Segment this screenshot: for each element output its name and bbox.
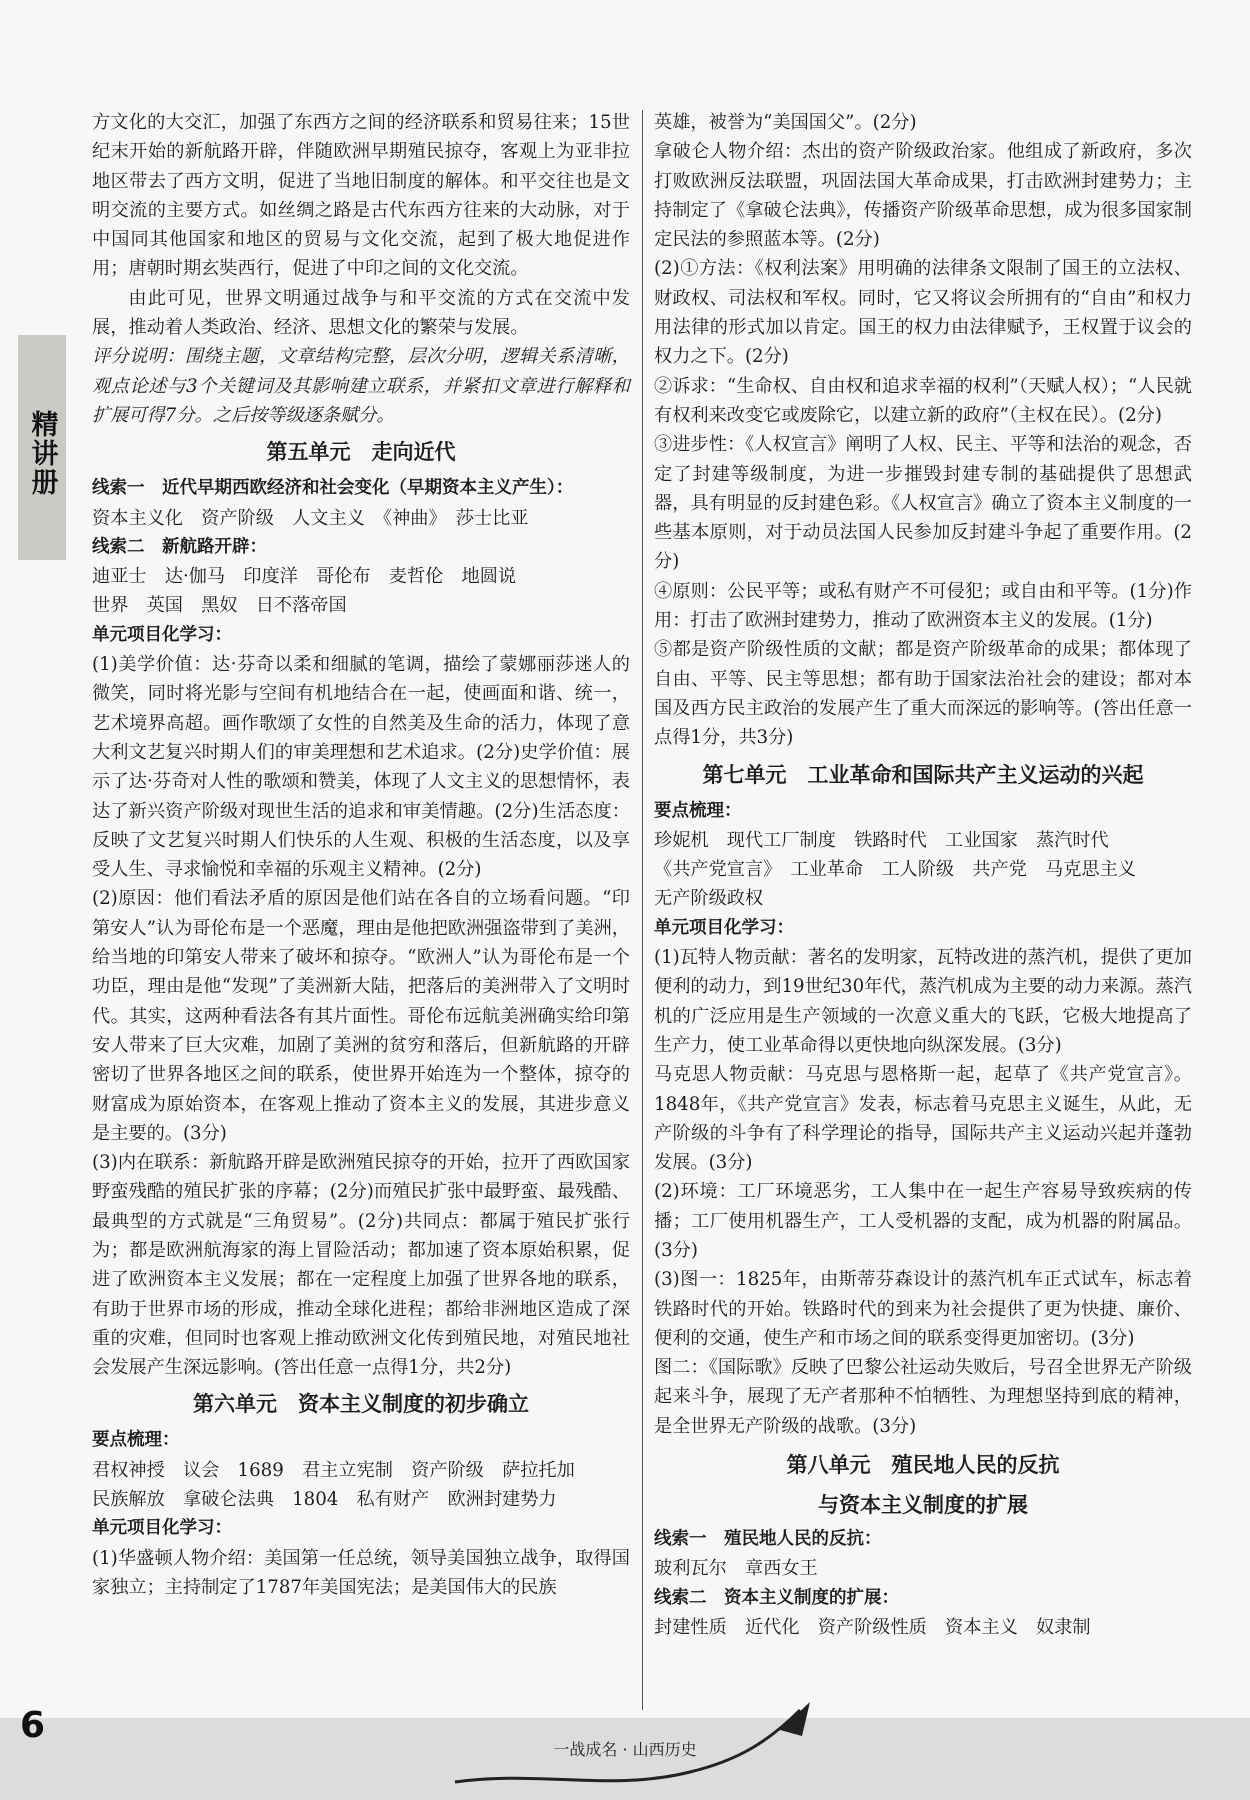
unit6-keywords: 君权神授 议会 1689 君主立宪制 资产阶级 萨拉托加 [92, 1459, 575, 1481]
unit8-subtitle: 与资本主义制度的扩展 [818, 1493, 1028, 1518]
unit5-clue2-keywords: 世界 英国 黑奴 日不落帝国 [92, 595, 347, 617]
unit6-answer-2-5: ⑤都是资产阶级性质的文献；都是资产阶级革命的成果；都体现了自由、平等、民主等思想；都有助于国家法治社会的建设；都对本国及西方民主政治的发展产生了重大而深远的影响等。(答出任意一点得1分，共3分) [654, 639, 1192, 749]
unit5-clue1-keywords: 资本主义化 资产阶级 人文主义 《神曲》 莎士比亚 [92, 507, 529, 529]
unit6-answer-1-cont: 英雄，被誉为“美国国父”。(2分) [654, 112, 917, 133]
unit6-answer-napoleon: 拿破仑人物介绍：杰出的资产阶级政治家。他组成了新政府，多次打败欧洲反法联盟，巩固法国大革命成果，打击欧洲封建势力；主持制定了《拿破仑法典》，传播资产阶级革命思想，成为很多国家制定民法的参照蓝本等。(2分) [654, 141, 1192, 251]
unit5-title: 第五单元 走向近代 [266, 440, 456, 465]
unit7-keywords: 珍妮机 现代工厂制度 铁路时代 工业国家 蒸汽时代 [654, 829, 1109, 851]
unit6-answer-2-4: ④原则：公民平等；或私有财产不可侵犯；或自由和平等。(1分)作用：打击了欧洲封建势力，推动了欧洲资本主义的发展。(1分) [654, 580, 1192, 632]
unit8-clue2-keywords: 封建性质 近代化 资产阶级性质 资本主义 奴隶制 [654, 1616, 1091, 1638]
column-divider [642, 110, 643, 1710]
unit5-clue2-keywords: 迪亚士 达·伽马 印度洋 哥伦布 麦哲伦 地圆说 [92, 566, 517, 588]
unit6-answer-2-2: ②诉求：“生命权、自由权和追求幸福的权利”（天赋人权）；“人民就有权利来改变它或废除它，以建立新的政府”（主权在民）。(2分) [654, 375, 1192, 426]
left-column [92, 108, 630, 1602]
unit7-project-heading: 单元项目化学习： [654, 917, 794, 938]
unit6-title: 第六单元 资本主义制度的初步确立 [193, 1392, 529, 1417]
unit6-key-heading: 要点梳理： [92, 1430, 180, 1451]
footer-title: 一战成名 · 山西历史 [553, 1740, 697, 1759]
sidebar-tab [18, 335, 66, 560]
unit5-answer-2: (2)原因：他们看法矛盾的原因是他们站在各自的立场看问题。“印第安人”认为哥伦布是一个恶魔，理由是他把欧洲强盗带到了美洲，给当地的印第安人带来了破坏和掠夺。“欧洲人”认为哥伦布是一个功臣，理由是他“发现”了美洲新大陆，把落后的美洲带入了文明时代。其实，这两种看法各有其片面性。哥伦布远航美洲确实给印第安人带来了巨大灾难，加剧了美洲的贫穷和落后，但新航路的开辟密切了世界各地区之间的联系，使世界开始连为一个整体，掠夺的财富成为原始资本，在客观上推动了资本主义的发展，其进步意义是主要的。(3分) [92, 888, 630, 1144]
unit7-answer-marx: 马克思人物贡献：马克思与恩格斯一起，起草了《共产党宣言》。1848年，《共产党宣言》发表，标志着马克思主义诞生，从此，无产阶级的斗争有了科学理论的指导，国际共产主义运动兴起并蓬勃发展。(3分) [654, 1064, 1192, 1174]
unit7-answer-3b: 图二：《国际歌》反映了巴黎公社运动失败后，号召全世界无产阶级起来斗争，展现了无产者那种不怕牺牲、为理想坚持到底的精神，是全世界无产阶级的战歌。(3分) [654, 1357, 1192, 1437]
unit8-clue1-keywords: 玻利瓦尔 章西女王 [654, 1558, 818, 1580]
unit7-keywords: 无产阶级政权 [654, 888, 764, 910]
essay-paragraph: 方文化的大交汇，加强了东西方之间的经济联系和贸易往来；15世纪末开始的新航路开辟，伴随欧洲早期殖民掠夺，客观上为亚非拉地区带去了西方文明，促进了当地旧制度的解体。和平交往也是文明交流的主要方式。如丝绸之路是古代东西方往来的大动脉，对于中国同其他国家和地区的贸易与文化交流，起到了极大地促进作用；唐朝时期玄奘西行，促进了中印之间的文化交流。 [92, 112, 630, 280]
unit5-clue1-heading: 线索一 近代早期西欧经济和社会变化（早期资本主义产生）： [92, 478, 574, 499]
unit5-clue2-heading: 线索二 新航路开辟： [92, 536, 267, 557]
unit7-key-heading: 要点梳理： [654, 800, 742, 821]
unit7-answer-1: (1)瓦特人物贡献：著名的发明家，瓦特改进的蒸汽机，提供了更加便利的动力，到19世纪30年代，蒸汽机成为主要的动力来源。蒸汽机的广泛应用是生产领域的一次意义重大的飞跃，它极大地提高了生产力，使工业革命得以更快地向纵深发展。(3分) [654, 947, 1192, 1056]
scoring-note: 评分说明：围绕主题，文章结构完整，层次分明，逻辑关系清晰，观点论述与3个关键词及其影响建立联系，并紧扣文章进行解释和扩展可得7分。之后按等级逐条赋分。 [92, 346, 630, 426]
unit8-clue2-heading: 线索二 资本主义制度的扩展： [654, 1587, 899, 1608]
page-number: 6 [20, 1705, 46, 1746]
essay-conclusion: 由此可见，世界文明通过战争与和平交流的方式在交流中发展，推动着人类政治、经济、思想文化的繁荣与发展。 [92, 287, 630, 339]
unit6-answer-1: (1)华盛顿人物介绍：美国第一任总统，领导美国独立战争，取得国家独立；主持制定了1787年美国宪法；是美国伟大的民族 [92, 1547, 630, 1598]
sidebar-label: 精讲册 [26, 410, 58, 497]
unit5-answer-1: (1)美学价值：达·芬奇以柔和细腻的笔调，描绘了蒙娜丽莎迷人的微笑，同时将光影与空间有机地结合在一起，使画面和谐、统一，艺术境界高超。画作歌颂了女性的自然美及生命的活力，体现了意大利文艺复兴时期人们的审美理想和艺术追求。(2分)史学价值：展示了达·芬奇对人性的歌颂和赞美，体现了人文主义的思想情怀，表达了新兴资产阶级对现世生活的追求和审美情趣。(2分)生活态度：反映了文艺复兴时期人们快乐的人生观、积极的生活态度，以及享受人生、寻求愉悦和幸福的乐观主义精神。(2分) [92, 654, 630, 881]
unit5-answer-3: (3)内在联系：新航路开辟是欧洲殖民掠夺的开始，拉开了西欧国家野蛮残酷的殖民扩张的序幕；(2分)而殖民扩张中最野蛮、最残酷、最典型的方式就是“三角贸易”。(2分)共同点：都属于殖民扩张行为；都是欧洲航海家的海上冒险活动；都加速了资本原始积累，促进了欧洲资本主义发展；都在一定程度上加强了世界各地的联系，有助于世界市场的形成，推动全球化进程；都给非洲地区造成了深重的灾难，但同时也客观上推动欧洲文化传到殖民地，对殖民地社会发展产生深远影响。(答出任意一点得1分，共2分) [92, 1152, 630, 1379]
unit6-answer-2-1: (2)①方法：《权利法案》用明确的法律条文限制了国王的立法权、财政权、司法权和军权。同时，它又将议会所拥有的“自由”和权力用法律的形式加以肯定。国王的权力由法律赋予，王权置于议会的权力之下。(2分) [654, 258, 1192, 368]
unit6-keywords: 民族解放 拿破仑法典 1804 私有财产 欧洲封建势力 [92, 1489, 557, 1511]
unit7-keywords: 《共产党宣言》 工业革命 工人阶级 共产党 马克思主义 [654, 859, 1136, 881]
unit7-answer-2: (2)环境：工厂环境恶劣，工人集中在一起生产容易导致疾病的传播；工厂使用机器生产，工人受机器的支配，成为机器的附属品。(3分) [654, 1181, 1192, 1261]
unit7-title: 第七单元 工业革命和国际共产主义运动的兴起 [702, 762, 1144, 787]
unit8-clue1-heading: 线索一 殖民地人民的反抗： [654, 1529, 882, 1550]
right-column [654, 108, 1192, 1642]
unit6-project-heading: 单元项目化学习： [92, 1518, 232, 1539]
unit6-answer-2-3: ③进步性：《人权宣言》阐明了人权、民主、平等和法治的观念，否定了封建等级制度，为进一步摧毁封建专制的基础提供了思想武器，具有明显的反封建色彩。《人权宣言》确立了资本主义制度的一些基本原则，对于动员法国人民参加反封建斗争起了重要作用。(2分) [654, 434, 1192, 573]
unit8-title: 第八单元 殖民地人民的反抗 [786, 1453, 1060, 1478]
unit5-project-heading: 单元项目化学习： [92, 624, 232, 645]
unit7-answer-3: (3)图一：1825年，由斯蒂芬森设计的蒸汽机车正式试车，标志着铁路时代的开始。铁路时代的到来为社会提供了更为快捷、廉价、便利的交通，使生产和市场之间的联系变得更加密切。(3分) [654, 1269, 1192, 1349]
